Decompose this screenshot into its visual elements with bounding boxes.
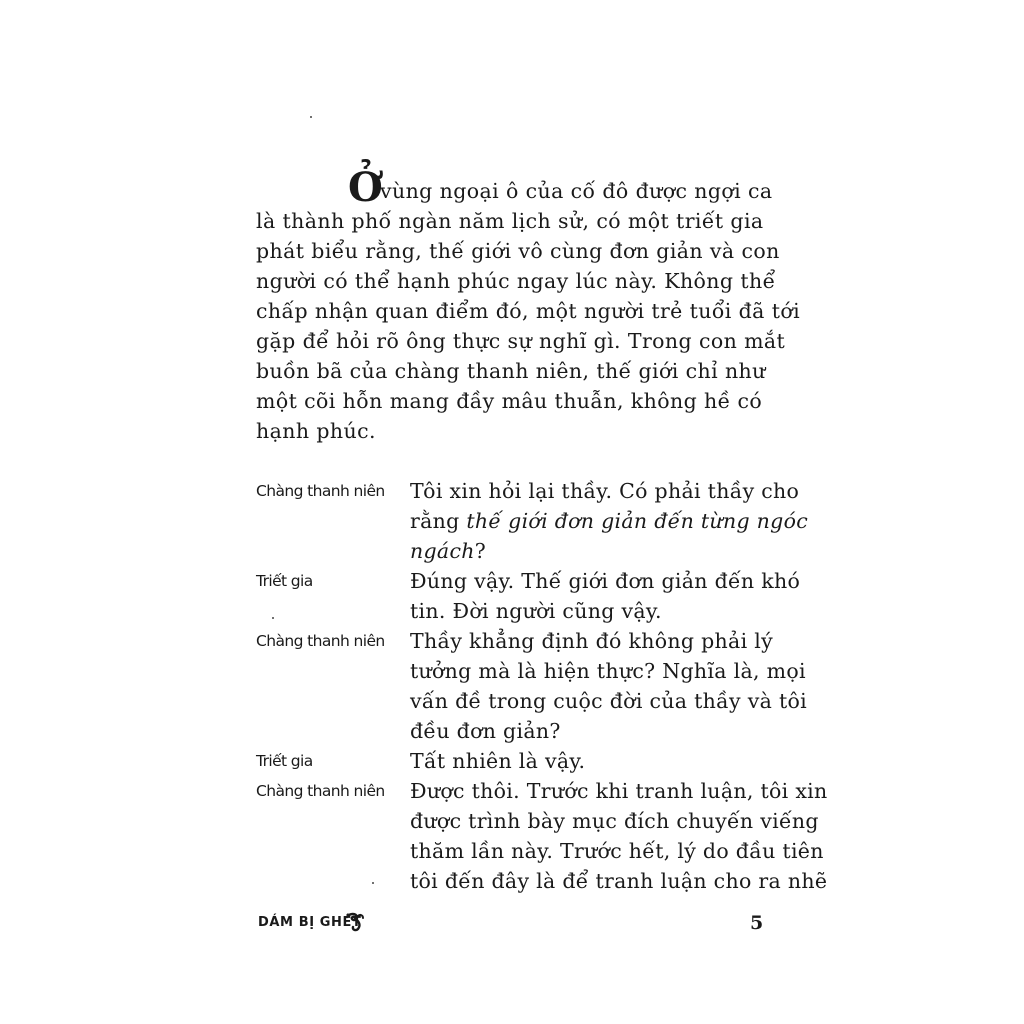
intro-line: hạnh phúc. (256, 419, 376, 443)
speech-line: thăm lần này. Trước hết, lý do đầu tiên (410, 839, 824, 863)
speech-italic: thế giới đơn giản đến từng ngóc (466, 509, 809, 533)
intro-line: người có thể hạnh phúc ngay lúc này. Không thể (256, 269, 776, 293)
speech-line: Tôi xin hỏi lại thầy. Có phải thầy cho (410, 479, 800, 503)
drop-cap: Ở (348, 164, 383, 211)
speech-line: tôi đến đây là để tranh luận cho ra nhẽ (410, 869, 828, 893)
intro-line: chấp nhận quan điểm đó, một người trẻ tuổi đã tới (256, 299, 801, 323)
page-number: 5 (750, 912, 764, 934)
speech-line (410, 536, 486, 566)
speech-line: tưởng mà là hiện thực? Nghĩa là, mọi (410, 659, 806, 683)
speck (372, 882, 374, 884)
flourish-icon (344, 911, 366, 933)
intro-line: gặp để hỏi rõ ông thực sự nghĩ gì. Trong con mắt (256, 329, 786, 353)
intro-line: vùng ngoại ô của cố đô được ngợi ca (380, 179, 773, 203)
intro-line: buồn bã của chàng thanh niên, thế giới chỉ như (256, 359, 766, 383)
speaker-label: Chàng thanh niên (256, 482, 385, 500)
speech-italic: ngách (410, 539, 475, 563)
intro-line: một cõi hỗn mang đầy mâu thuẫn, không hề có (256, 389, 763, 413)
speaker-label: Triết gia (256, 752, 313, 770)
running-footer-title: DÁM BỊ GHÉT (258, 915, 362, 930)
speaker-label: Triết gia (256, 572, 313, 590)
intro-line: là thành phố ngàn năm lịch sử, có một triết gia (256, 209, 764, 233)
speck (272, 617, 274, 619)
speaker-label: Chàng thanh niên (256, 782, 385, 800)
speech-line: Được thôi. Trước khi tranh luận, tôi xin (410, 779, 828, 803)
speech-line: Tất nhiên là vậy. (410, 749, 586, 773)
speech-text: ? (474, 539, 487, 563)
speech-line: tin. Đời người cũng vậy. (410, 599, 662, 623)
speech-line (410, 506, 808, 536)
speech-line: Thầy khẳng định đó không phải lý (410, 629, 773, 653)
speech-text: rằng (410, 509, 467, 533)
speck (310, 116, 312, 118)
speech-line: đều đơn giản? (410, 719, 561, 743)
speech-line: vấn đề trong cuộc đời của thầy và tôi (410, 689, 807, 713)
intro-line: phát biểu rằng, thế giới vô cùng đơn giản và con (256, 239, 780, 263)
speech-line: Đúng vậy. Thế giới đơn giản đến khó (410, 569, 801, 593)
speaker-label: Chàng thanh niên (256, 632, 385, 650)
speech-line: được trình bày mục đích chuyến viếng (410, 809, 819, 833)
